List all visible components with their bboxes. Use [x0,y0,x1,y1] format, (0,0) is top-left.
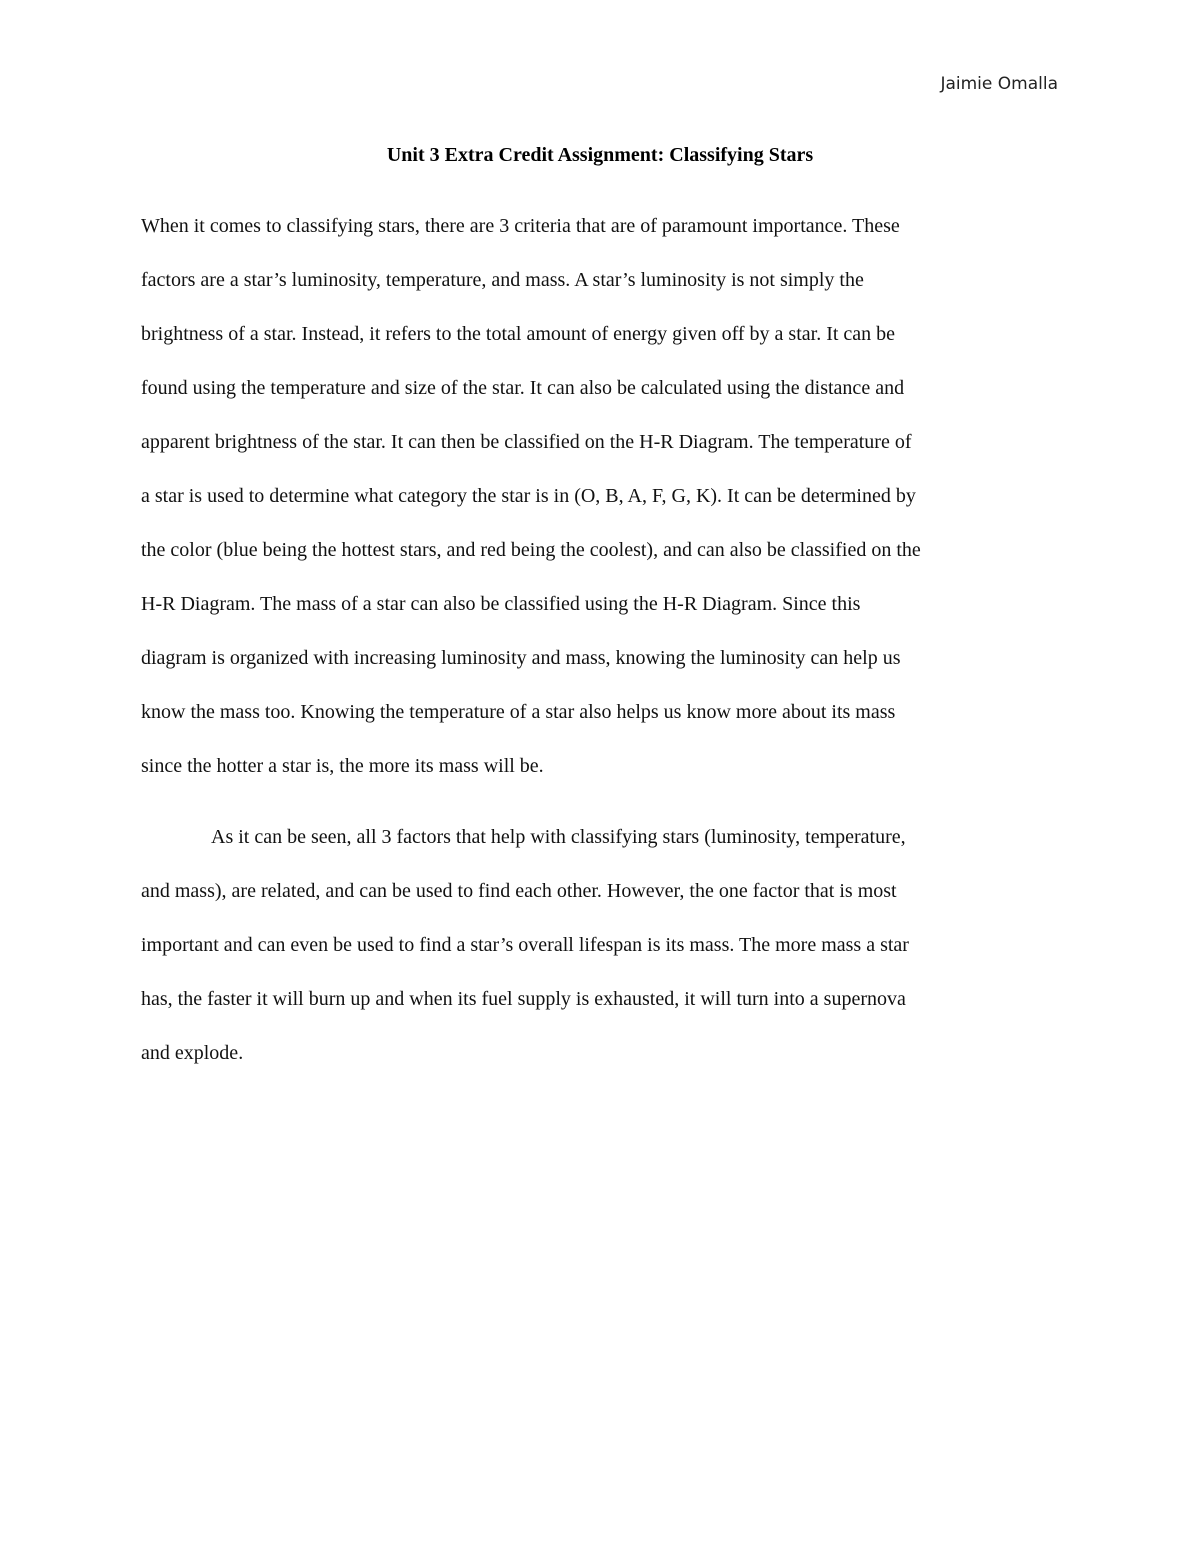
paragraph-1 [141,213,921,807]
paragraph-line: H-R Diagram. The mass of a star can also be classified using the H-R Diagram. Since this [141,593,861,615]
document-title: Unit 3 Extra Credit Assignment: Classifying Stars [386,144,814,166]
paragraph-line: a star is used to determine what category the star is in (O, B, A, F, G, K). It can be determined by [141,485,916,507]
paragraph-line: As it can be seen, all 3 factors that help with classifying stars (luminosity, temperature, [211,826,906,848]
paragraph-line: has, the faster it will burn up and when its fuel supply is exhausted, it will turn into a supernova [141,988,906,1010]
paragraph-line: diagram is organized with increasing luminosity and mass, knowing the luminosity can help us [141,647,901,669]
paragraph-line: and mass), are related, and can be used to find each other. However, the one factor that is most [141,880,897,902]
paragraph-line: factors are a star’s luminosity, temperature, and mass. A star’s luminosity is not simply the [141,269,864,291]
paragraph-2 [141,824,909,1094]
paragraph-line: found using the temperature and size of the star. It can also be calculated using the distance and [141,377,905,399]
paragraph-line: important and can even be used to find a star’s overall lifespan is its mass. The more mass a star [141,934,909,956]
author-name-header: Jaimie Omalla [940,74,1058,94]
paragraph-line: since the hotter a star is, the more its mass will be. [141,755,544,777]
paragraph-line: When it comes to classifying stars, there are 3 criteria that are of paramount importance. These [141,215,900,237]
paragraph-line: apparent brightness of the star. It can then be classified on the H-R Diagram. The temperature of [141,431,912,453]
paragraph-line: know the mass too. Knowing the temperature of a star also helps us know more about its mass [141,701,896,723]
paragraph-line: brightness of a star. Instead, it refers to the total amount of energy given off by a star. It can be [141,323,896,345]
paragraph-line: and explode. [141,1042,244,1064]
paragraph-line: the color (blue being the hottest stars, and red being the coolest), and can also be classified on the [141,539,921,561]
